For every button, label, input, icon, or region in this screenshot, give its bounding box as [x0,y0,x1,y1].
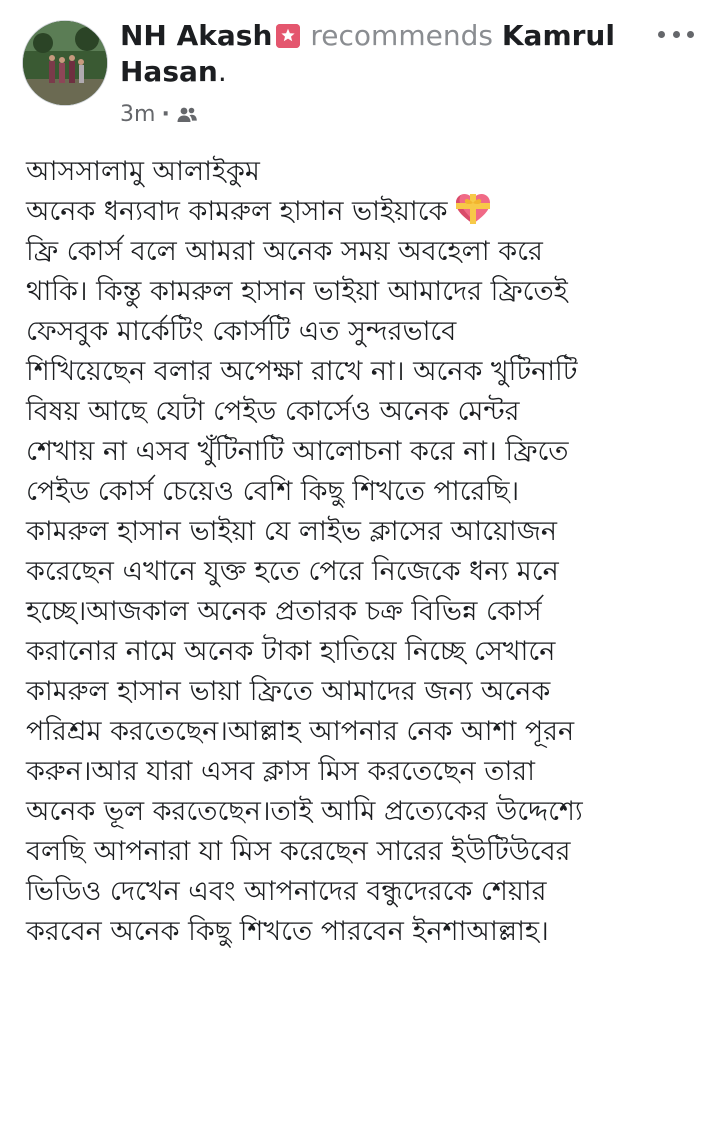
recommends-text: recommends [310,19,493,52]
post-line: কামরুল হাসান ভাইয়া যে লাইভ ক্লাসের আয়োজন [26,516,558,547]
avatar[interactable] [22,20,108,106]
post-line: করবেন অনেক কিছু শিখতে পারবেন ইনশাআল্লাহ। [26,916,549,947]
heart-with-ribbon-icon [454,192,492,226]
avatar-photo [23,21,107,105]
post-line: ফেসবুক মার্কেটিং কোর্সটি এত সুন্দরভাবে [26,316,457,347]
post-line-with-emoji [26,192,696,232]
post-line: হচ্ছে।আজকাল অনেক প্রতারক চক্র বিভিন্ন কোর্স [26,596,542,627]
more-options-icon[interactable] [658,22,694,46]
post-line: পরিশ্রম করতেছেন।আল্লাহ আপনার নেক আশা পূরন [26,716,575,747]
post-line: থাকি। কিন্তু কামরুল হাসান ভাইয়া আমাদের ফ্রিতেই [26,276,568,307]
target-punctuation: . [217,55,227,88]
post-line: করেছেন এখানে যুক্ত হতে পেরে নিজেকে ধন্য মনে [26,556,559,587]
post-line-text: অনেক ধন্যবাদ কামরুল হাসান ভাইয়াকে [26,196,448,227]
post-body [26,152,696,952]
recommended-page-name[interactable]: Kamrul Hasan [120,19,615,88]
author-name[interactable]: NH Akash [120,19,273,52]
more-dot [687,31,694,38]
post-line: শেখায় না এসব খুঁটিনাটি আলোচনা করে না। ফ্রিতে [26,436,569,467]
post-line: ভিডিও দেখেন এবং আপনাদের বন্ধুদেরকে শেয়ার [26,876,547,907]
post-line: বলছি আপনারা যা মিস করেছেন সারের ইউটিউবের [26,836,571,867]
post-line: শিখিয়েছেন বলার অপেক্ষা রাখে না। অনেক খুটিনাটি [26,356,578,387]
friends-icon[interactable] [176,104,198,126]
post-line: করানোর নামে অনেক টাকা হাতিয়ে নিচ্ছে সেখানে [26,636,556,667]
recommend-badge-icon [276,24,300,48]
more-dot [673,31,680,38]
post-line: ফ্রি কোর্স বলে আমরা অনেক সময় অবহেলা করে [26,236,543,267]
post-line: বিষয় আছে যেটা পেইড কোর্সেও অনেক মেন্টর [26,396,520,427]
post-meta [120,102,198,127]
post-header [20,12,700,137]
post-line: অনেক ভূল করতেছেন।তাই আমি প্রত্যেকের উদ্দেশ্যে [26,796,583,827]
post-header-text [120,18,640,90]
more-dot [658,31,665,38]
post-line: কামরুল হাসান ভায়া ফ্রিতে আমাদের জন্য অনেক [26,676,551,707]
post-line: আসসালামু আলাইকুম [26,156,260,187]
post-line: করুন।আর যারা এসব ক্লাস মিস করতেছেন তারা [26,756,535,787]
post-time[interactable]: 3m [120,102,156,127]
post-line: পেইড কোর্স চেয়েও বেশি কিছু শিখতে পারেছি। [26,476,520,507]
meta-separator: · [161,102,170,127]
